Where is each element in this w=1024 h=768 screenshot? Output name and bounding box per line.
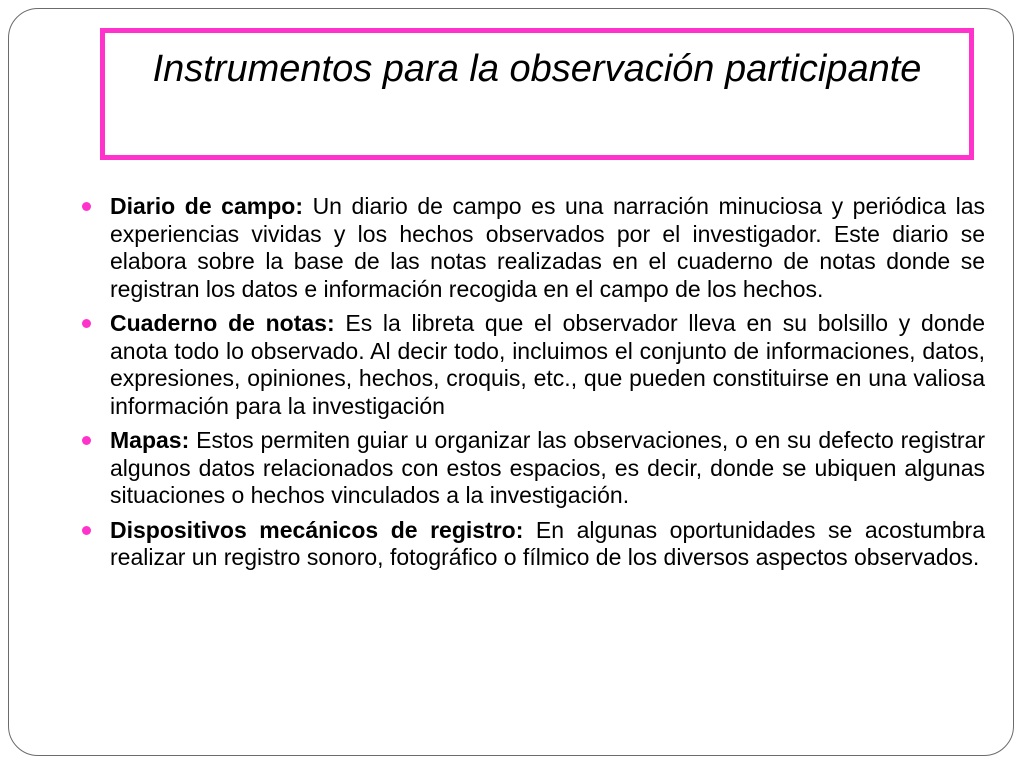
title-box (100, 28, 974, 160)
bullet-term: Dispositivos mecánicos de registro: (110, 516, 536, 543)
bullet-dot-icon (82, 526, 91, 535)
bullet-text: Es la libreta que el observador lleva en su bolsillo y donde anota todo lo observado. Al decir todo, incluimos el conjunto de informaciones, datos, expresiones, opiniones, hechos, croquis, etc., que pueden constituirse en una valiosa información para la investigación (110, 310, 985, 419)
bullet-item-mapas (80, 427, 985, 510)
bullet-dot-icon (82, 202, 91, 211)
bullet-text: Un diario de campo es una narración minuciosa y periódica las experiencias vividas y los hechos observados por el investigador. Este diario se elabora sobre la base de las notas realizadas en el cuaderno de notas donde se registran los datos e información recogida en el campo de los hechos. (110, 193, 985, 302)
bullet-text: En algunas oportunidades se acostumbra realizar un registro sonoro, fotográfico o fílmico de los diversos aspectos observados. (110, 516, 985, 570)
bullet-dot-icon (82, 436, 91, 445)
bullet-list (80, 193, 985, 579)
bullet-text: Estos permiten guiar u organizar las observaciones, o en su defecto registrar algunos datos relacionados con estos espacios, es decir, donde se ubiquen algunas situaciones o hechos vinculados a la investigación. (110, 427, 985, 508)
bullet-dot-icon (82, 319, 91, 328)
bullet-item-cuaderno-de-notas (80, 310, 985, 420)
bullet-item-diario-de-campo (80, 193, 985, 303)
bullet-term: Cuaderno de notas: (110, 310, 346, 336)
slide-title: Instrumentos para la observación participante (152, 48, 922, 90)
bullet-term: Mapas: (110, 427, 197, 453)
bullet-item-dispositivos-mecanicos (80, 517, 985, 572)
bullet-term: Diario de campo: (110, 193, 313, 219)
